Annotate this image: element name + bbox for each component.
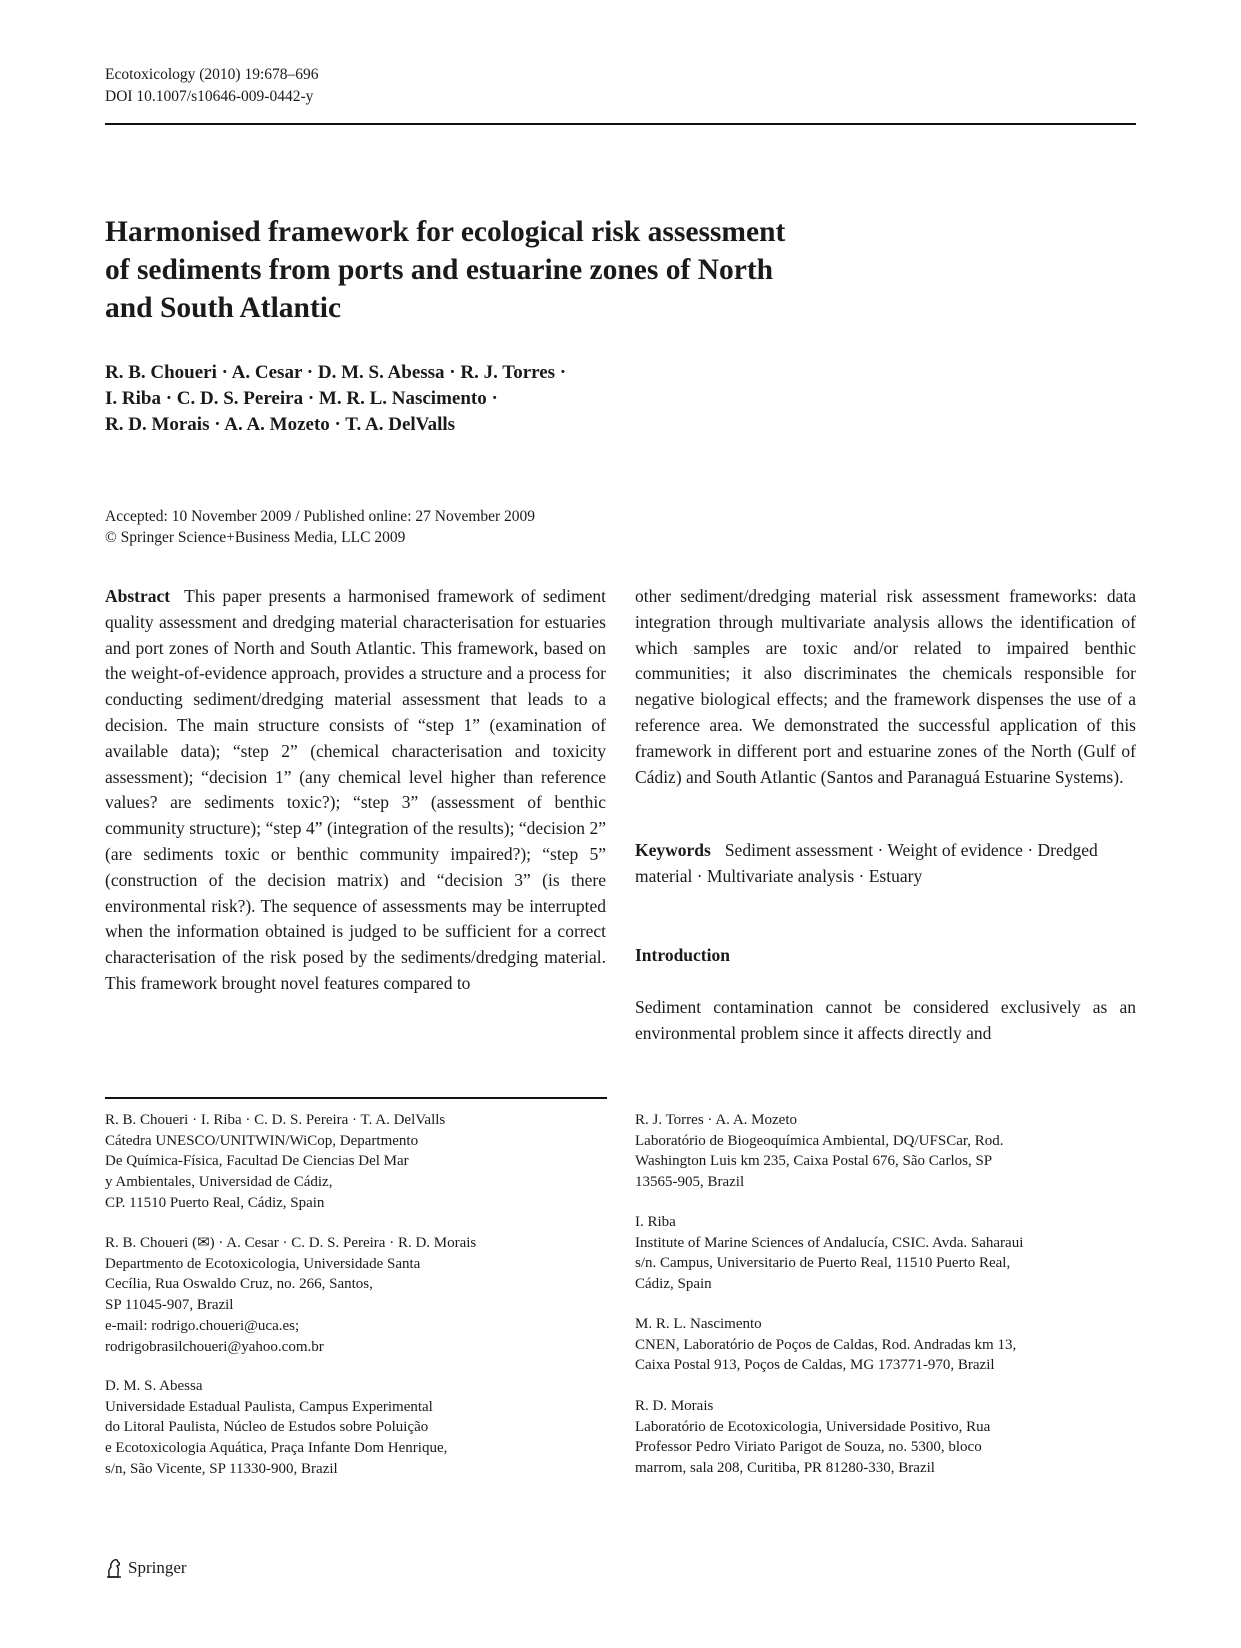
- affiliation-line: Departmento de Ecotoxicologia, Universidade Santa: [105, 1255, 421, 1272]
- affiliation-line: Cátedra UNESCO/UNITWIN/WiCop, Departmento: [105, 1132, 419, 1149]
- journal-header: [105, 64, 319, 108]
- title-line: Harmonised framework for ecological risk assessment: [105, 216, 786, 248]
- affiliation-line: R. D. Morais: [635, 1398, 714, 1414]
- affiliation-line: I. Riba: [635, 1214, 676, 1230]
- affiliation-line: s/n, São Vicente, SP 11330-900, Brazil: [105, 1460, 338, 1477]
- accepted-published-line: Accepted: 10 November 2009 / Published online: 27 November 2009: [105, 508, 536, 525]
- affiliation-block: [105, 1376, 447, 1480]
- affiliation-rule: [105, 1097, 607, 1099]
- affiliation-line: Universidade Estadual Paulista, Campus Experimental: [105, 1398, 433, 1415]
- publication-dates: [105, 506, 535, 548]
- affiliation-line: marrom, sala 208, Curitiba, PR 81280-330, Brazil: [635, 1460, 935, 1477]
- paper-title: [105, 213, 965, 327]
- affiliation-line: R. B. Choueri (✉) · A. Cesar · C. D. S. Pereira · R. D. Morais: [105, 1235, 477, 1251]
- affiliation-block: [635, 1212, 1023, 1295]
- affiliation-line: R. B. Choueri · I. Riba · C. D. S. Pereira · T. A. DelValls: [105, 1112, 446, 1128]
- abstract-continuation: other sediment/dredging material risk assessment frameworks: data integration through multivariate analysis allows the identification of which samples are toxic and/or related to impaired benthic communities; it also discriminates the chemicals responsible for negative biological effects; and the framework dispenses the use of a reference area. We demonstrated the successful application of this framework in different port and estuarine zones of the North (Gulf of Cádiz) and South Atlantic (Santos and Paranaguá Estuarine Systems).: [635, 586, 1136, 787]
- affiliation-block: [105, 1233, 476, 1357]
- publisher-footer: [105, 1558, 187, 1578]
- affiliation-block: [635, 1314, 1016, 1376]
- affiliation-line: s/n. Campus, Universitario de Puerto Real, 11510 Puerto Real,: [635, 1255, 1011, 1272]
- affiliation-line: Laboratório de Ecotoxicologia, Universidade Positivo, Rua: [635, 1418, 991, 1435]
- abstract-text: This paper presents a harmonised framework of sediment quality assessment and dredging material characterisation for estuaries and port zones of North and South Atlantic. This framework, based on the weight-of-evidence approach, provides a structure and a process for conducting sediment/dredging material assessment that leads to a decision. The main structure consists of “step 1” (examination of available data); “step 2” (chemical characterisation and toxicity assessment); “decision 1” (any chemical level higher than reference values? are sediments toxic?); “step 3” (assessment of benthic community structure); “step 4” (integration of the results); “decision 2” (are sediments toxic or benthic community impaired?); “step 5” (construction of the decision matrix) and “decision 3” (is there environmental risk?). The sequence of assessments may be interrupted when the information obtained is judged to be sufficient for a correct characterisation of the risk posed by the sediments/dredging material. This framework brought novel features compared to: [105, 586, 606, 993]
- doi: DOI 10.1007/s10646-009-0442-y: [105, 88, 314, 105]
- journal-citation: Ecotoxicology (2010) 19:678–696: [105, 66, 319, 83]
- affiliation-line: M. R. L. Nascimento: [635, 1316, 762, 1332]
- affiliation-block: [635, 1396, 990, 1479]
- affiliation-line: SP 11045-907, Brazil: [105, 1297, 234, 1314]
- affiliation-line: Laboratório de Biogeoquímica Ambiental, DQ/UFSCar, Rod.: [635, 1132, 1004, 1149]
- affiliation-line: Cádiz, Spain: [635, 1276, 712, 1293]
- author-line: I. Riba · C. D. S. Pereira · M. R. L. Nascimento ·: [105, 388, 498, 409]
- keywords: [635, 837, 1136, 889]
- publisher-name: Springer: [128, 1558, 187, 1577]
- keywords-text: Sediment assessment · Weight of evidence · Dredged material · Multivariate analysis · Estuary: [635, 840, 1098, 886]
- affiliation-line: Caixa Postal 913, Poços de Caldas, MG 173771-970, Brazil: [635, 1357, 995, 1374]
- introduction-text: Sediment contamination cannot be considered exclusively as an environmental problem since it affects directly and: [635, 997, 1136, 1043]
- affiliation-line: CNEN, Laboratório de Poços de Caldas, Rod. Andradas km 13,: [635, 1336, 1017, 1353]
- affiliation-line: do Litoral Paulista, Núcleo de Estudos sobre Poluição: [105, 1419, 429, 1436]
- affiliation-block: [635, 1110, 1004, 1193]
- title-line: of sediments from ports and estuarine zones of North: [105, 254, 774, 286]
- affiliation-block: [105, 1110, 445, 1214]
- email-line: e-mail: rodrigo.choueri@uca.es;: [105, 1317, 300, 1334]
- affiliation-line: R. J. Torres · A. A. Mozeto: [635, 1112, 797, 1128]
- header-rule: [105, 123, 1136, 125]
- title-line: and South Atlantic: [105, 292, 342, 324]
- affiliation-line: CP. 11510 Puerto Real, Cádiz, Spain: [105, 1194, 325, 1211]
- author-line: R. D. Morais · A. A. Mozeto · T. A. DelValls: [105, 414, 456, 435]
- email-line: rodrigobrasilchoueri@yahoo.com.br: [105, 1338, 324, 1355]
- affiliation-line: y Ambientales, Universidad de Cádiz,: [105, 1174, 333, 1191]
- affiliation-line: Cecília, Rua Oswaldo Cruz, no. 266, Santos,: [105, 1276, 373, 1293]
- affiliation-line: De Química-Física, Facultad De Ciencias Del Mar: [105, 1153, 409, 1170]
- springer-knight-icon: [105, 1558, 123, 1578]
- abstract-left-column: [105, 584, 606, 997]
- abstract-heading: Abstract: [105, 586, 171, 606]
- author-line: R. B. Choueri · A. Cesar · D. M. S. Abessa · R. J. Torres ·: [105, 362, 567, 383]
- copyright-line: © Springer Science+Business Media, LLC 2009: [105, 529, 406, 546]
- affiliation-line: e Ecotoxicologia Aquática, Praça Infante Dom Henrique,: [105, 1440, 448, 1457]
- affiliation-line: D. M. S. Abessa: [105, 1378, 203, 1394]
- affiliation-line: Institute of Marine Sciences of Andalucía, CSIC. Avda. Saharaui: [635, 1234, 1024, 1251]
- author-list: [105, 360, 566, 438]
- affiliation-line: 13565-905, Brazil: [635, 1174, 745, 1191]
- introduction-heading: Introduction: [635, 945, 730, 965]
- affiliation-line: Professor Pedro Viriato Parigot de Souza, no. 5300, bloco: [635, 1439, 982, 1456]
- abstract-right-column: [635, 584, 1136, 790]
- keywords-heading: Keywords: [635, 840, 711, 860]
- affiliation-line: Washington Luis km 235, Caixa Postal 676, São Carlos, SP: [635, 1153, 993, 1170]
